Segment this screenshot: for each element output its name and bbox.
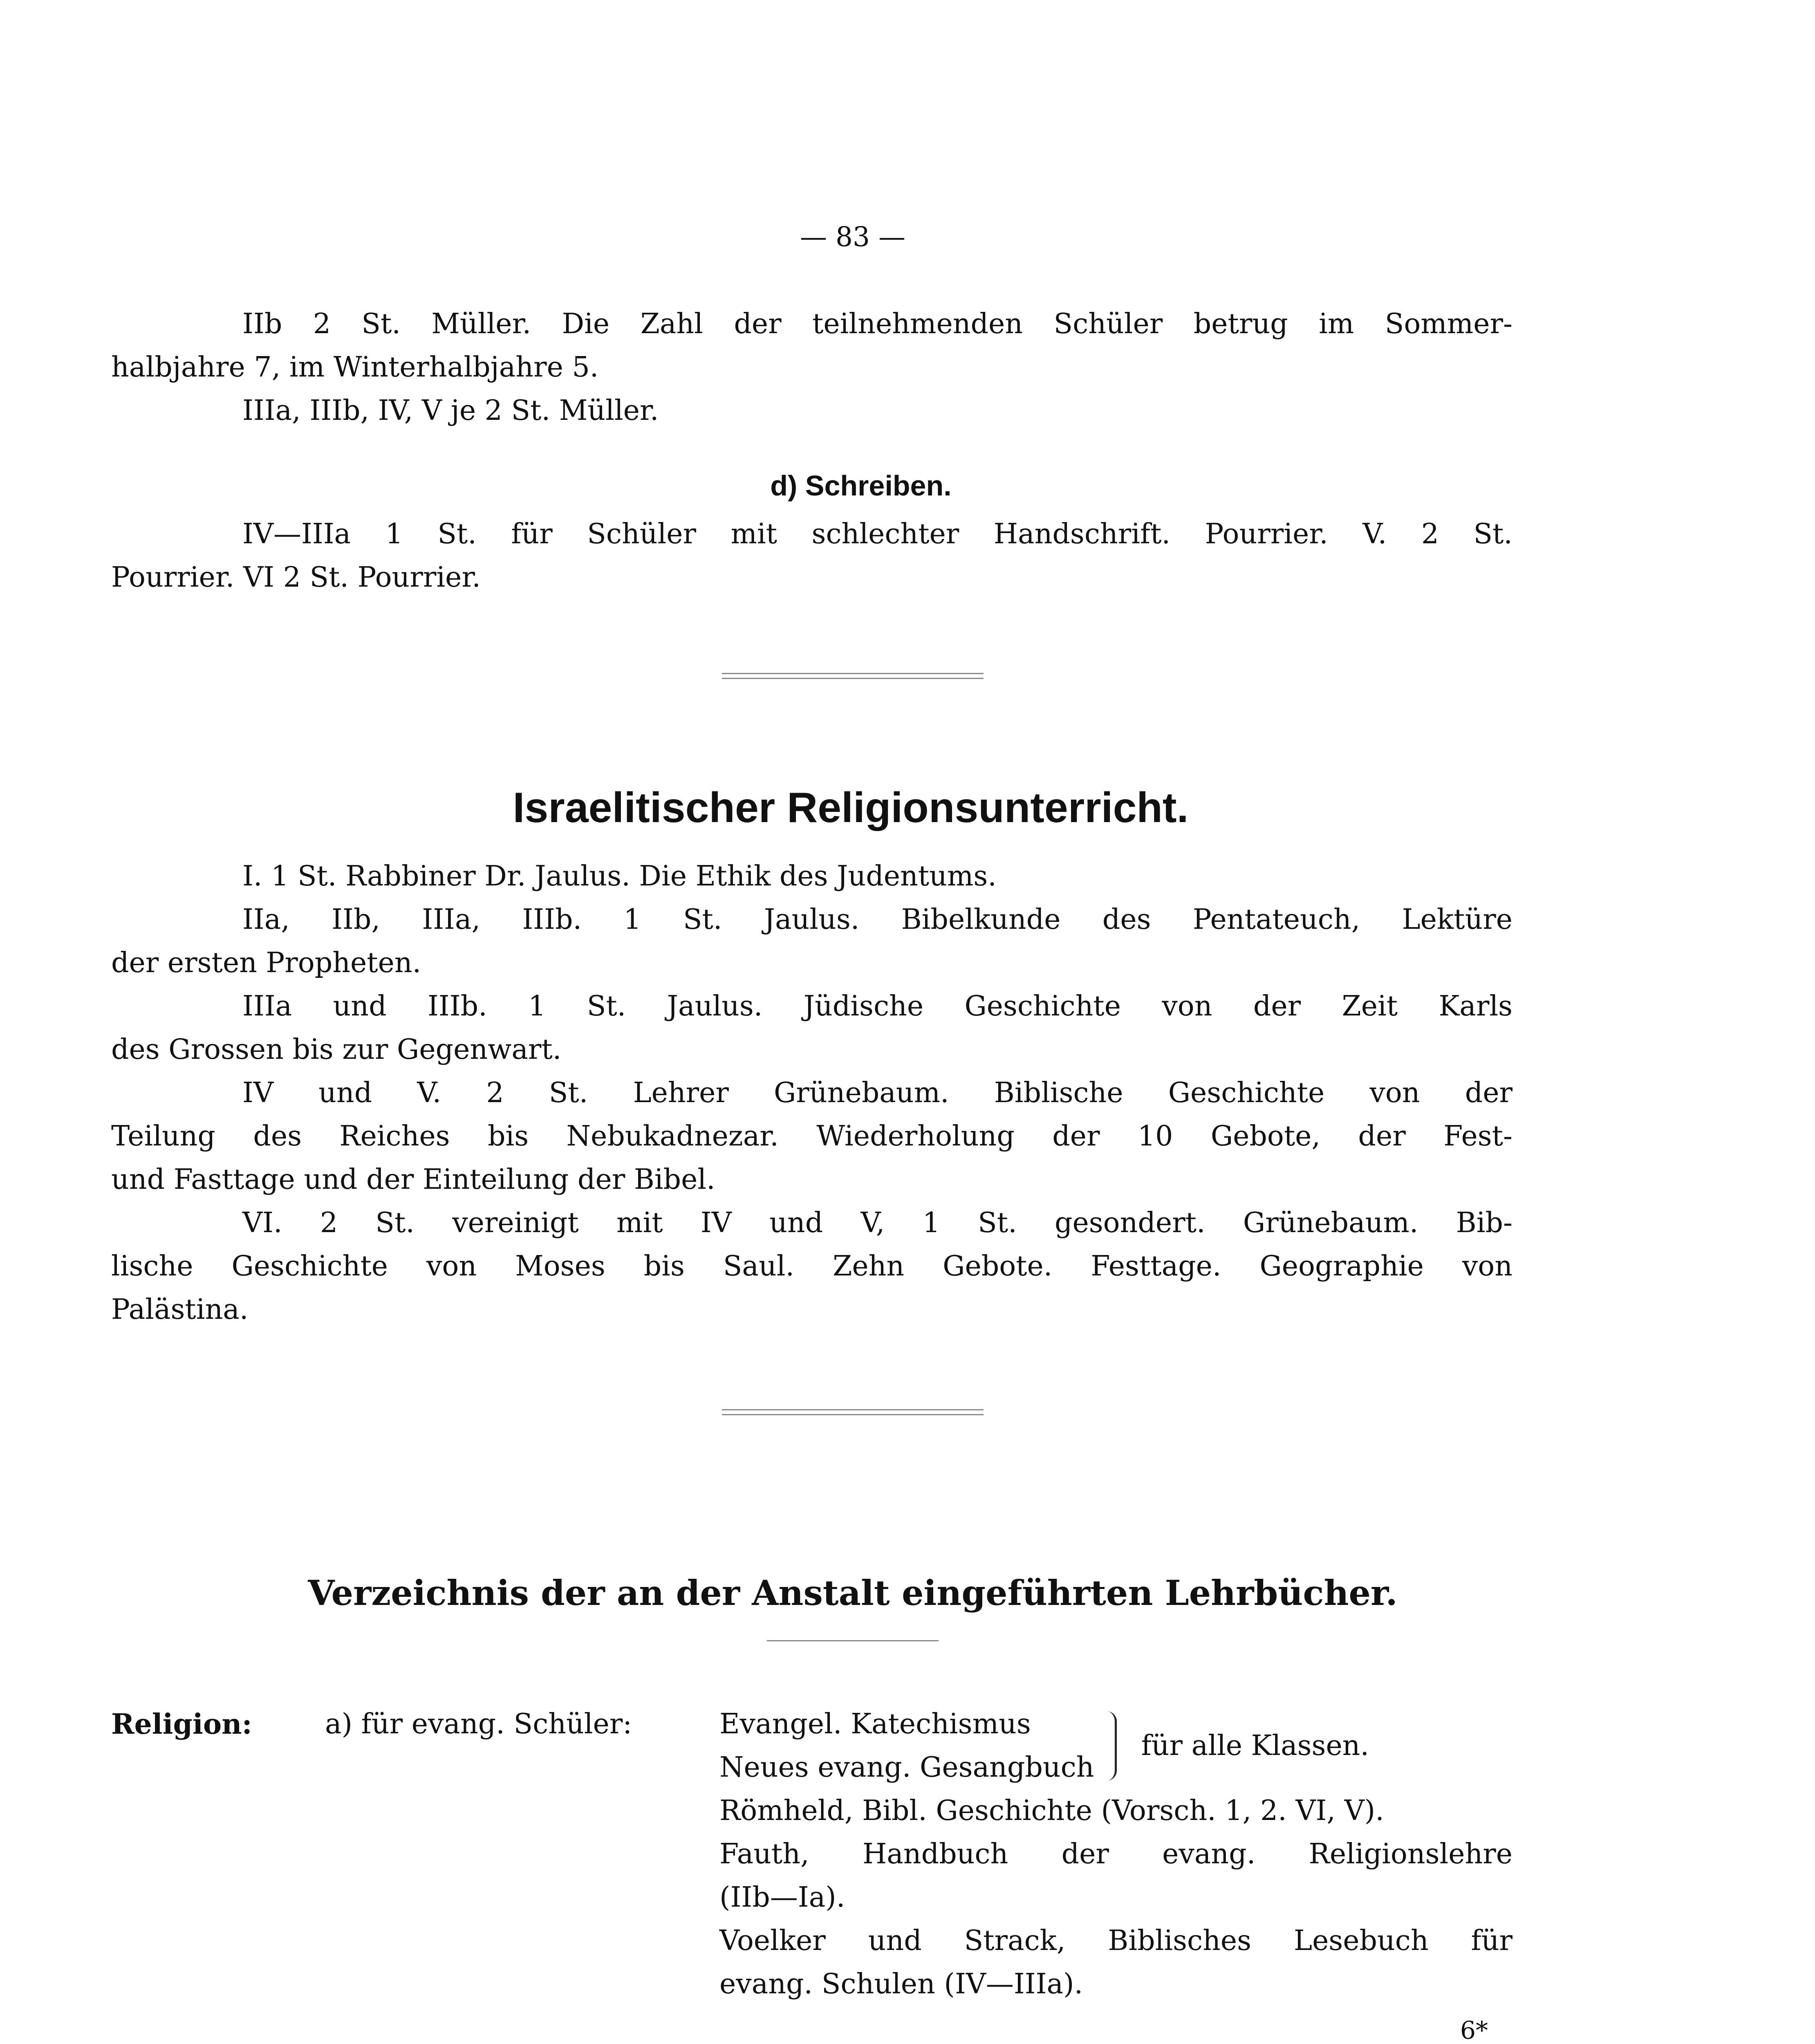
text-line: Pourrier. VI 2 St. Pourrier. (111, 561, 481, 594)
text-line: halbjahre 7, im Winterhalbjahre 5. (111, 351, 599, 383)
text-line: und Fasttage und der Einteilung der Bibel. (111, 1163, 715, 1196)
book-entry: evang. Schulen (IV—IIIa). (719, 1968, 1083, 2000)
text-line: lische Geschichte von Moses bis Saul. Zehn Gebote. Festtage. Geographie von (111, 1250, 1512, 1282)
book-list (719, 1703, 1512, 2006)
section-heading-israelite: Israelitischer Religionsunterricht. (513, 784, 1189, 831)
book-entry: Neues evang. Gesangbuch (719, 1751, 1094, 1784)
book-entry: Fauth, Handbuch der evang. Religionslehre (719, 1838, 1512, 1870)
brace-group (719, 1703, 1512, 1789)
brace-icon (1107, 1711, 1117, 1781)
text-line: des Grossen bis zur Gegenwart. (111, 1033, 562, 1066)
book-entry: Evangel. Katechismus (719, 1708, 1031, 1740)
text-line: Teilung des Reiches bis Nebukadnezar. Wiederholung der 10 Gebote, der Fest- (111, 1120, 1512, 1152)
section-heading-textbooks: Verzeichnis der an der Anstalt eingeführten Lehrbücher. (308, 1573, 1398, 1613)
book-entry: Voelker und Strack, Biblisches Lesebuch für (719, 1925, 1512, 1957)
divider-rule (640, 673, 984, 679)
page-number: — 83 — (800, 221, 905, 253)
brace-note: für alle Klassen. (1141, 1730, 1369, 1762)
group-label: a) für evang. Schüler: (325, 1708, 632, 1740)
text-line: IV—IIIa 1 St. für Schüler mit schlechter Handschrift. Pourrier. V. 2 St. (242, 518, 1512, 550)
text-line: Palästina. (111, 1293, 249, 1326)
signature-mark: 6* (1460, 2016, 1488, 2044)
divider-rule (640, 1409, 984, 1415)
subject-label: Religion: (111, 1708, 252, 1741)
text-line: IIIa und IIIb. 1 St. Jaulus. Jüdische Geschichte von der Zeit Karls (242, 990, 1512, 1022)
text-line: der ersten Propheten. (111, 947, 421, 979)
book-entry: Römheld, Bibl. Geschichte (Vorsch. 1, 2. VI, V). (719, 1795, 1384, 1827)
text-line: IIb 2 St. Müller. Die Zahl der teilnehmenden Schüler betrug im Sommer- (242, 308, 1512, 340)
text-line: VI. 2 St. vereinigt mit IV und V, 1 St. gesondert. Grünebaum. Bib- (242, 1207, 1512, 1239)
book-entry: (IIb—Ia). (719, 1881, 845, 1914)
text-line: IIa, IIb, IIIa, IIIb. 1 St. Jaulus. Bibelkunde des Pentateuch, Lektüre (242, 903, 1512, 936)
text-line: IV und V. 2 St. Lehrer Grünebaum. Biblische Geschichte von der (242, 1077, 1512, 1109)
divider-rule (767, 1640, 939, 1641)
text-line: IIIa, IIIb, IV, V je 2 St. Müller. (242, 394, 659, 427)
text-line: I. 1 St. Rabbiner Dr. Jaulus. Die Ethik des Judentums. (242, 860, 997, 892)
section-heading-schreiben: d) Schreiben. (770, 470, 952, 502)
textbook-table (111, 1703, 1512, 2006)
section-music (111, 303, 1512, 433)
